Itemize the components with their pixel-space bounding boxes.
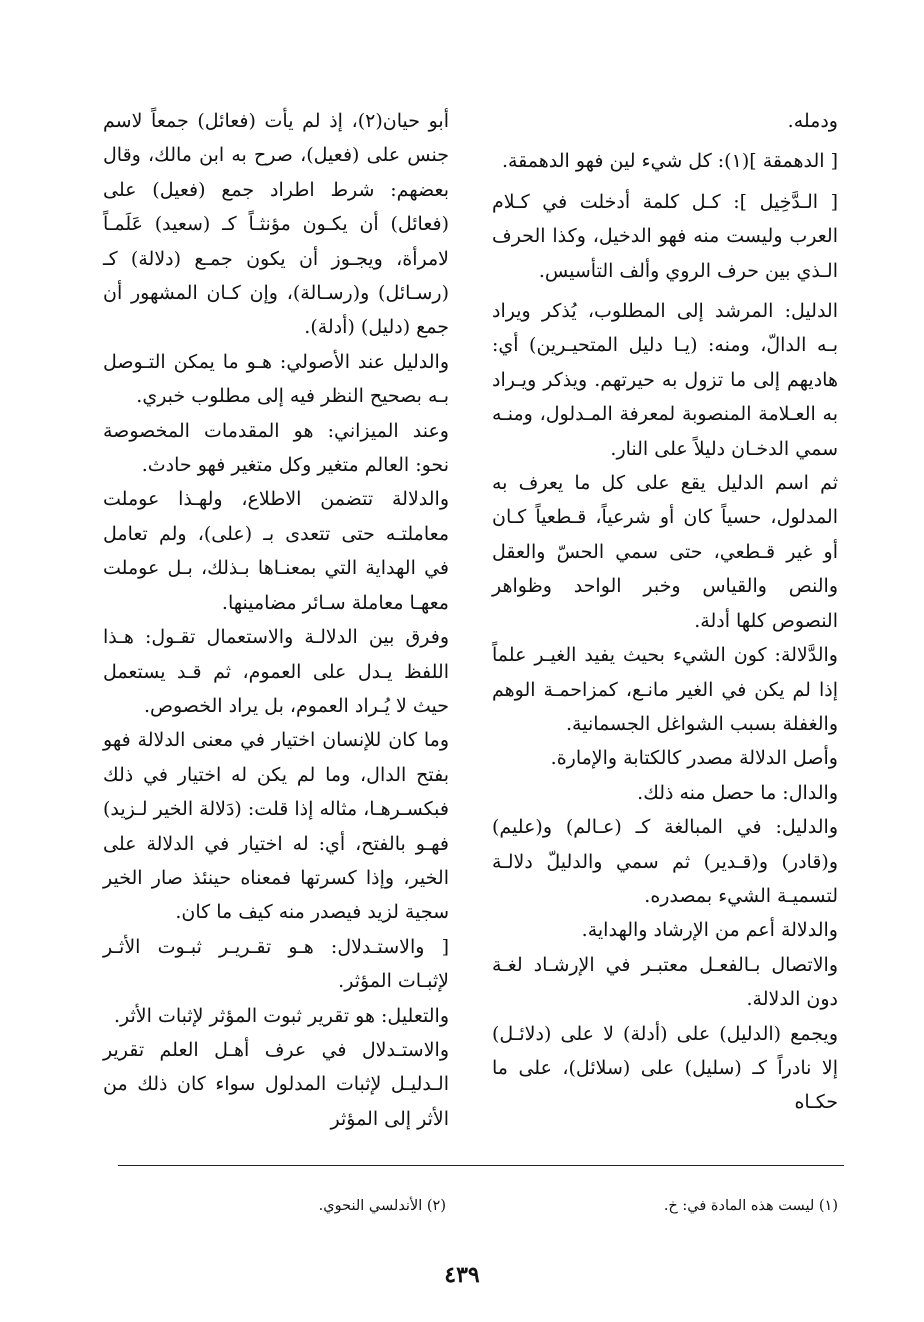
paragraph: ويجمع (الدليل) على (أدلة) لا على (دلائـل) إلا نادراً كـ (سليل) على (سلائل)، على ما حكـاه: [492, 1022, 838, 1114]
paragraph: والتعليل: هو تقرير ثبوت المؤثر لإثبات الأثر.: [113, 1004, 449, 1027]
footnote-2: (٢) الأندلسي النحوي.: [318, 1198, 446, 1214]
paragraph: وأصل الدلالة مصدر كالكتابة والإمارة.: [550, 747, 838, 770]
left-column: [103, 104, 449, 1136]
paragraph: والدليل عند الأصولي: هـو ما يمكن التـوصل بـه بصحيح النظر فيه إلى مطلوب خبري.: [103, 350, 449, 408]
paragraph: وفرق بين الدلالـة والاستعمال تقـول: هـذا اللفظ يـدل على العموم، ثم قـد يستعمل حيث لا يُـراد العموم، بل يراد الخصوص.: [103, 626, 449, 717]
paragraph: والاتصال بـالفعـل معتبـر في الإرشـاد لغـة دون الدلالة.: [492, 953, 838, 1011]
paragraph: ثم اسم الدليل يقع على كل ما يعرف به المدلول، حسياً كان أو شرعياً، قـطعياً كـان أو غير قـطعي، حتى سمي الحسّ والعقل والنص والقياس وخبر الواحد وظواهر النصوص كلها أدلة.: [492, 472, 838, 632]
paragraph: والدليل: في المبالغة كـ (عـالم) و(عليم) و(قادر) و(قـدير) ثم سمي والدليلّ دلالـة لتسميـة الشيء بمصدره.: [492, 816, 838, 907]
paragraph: [ الدهمقة ](١): كل شيء لين فهو الدهمقة.: [501, 150, 838, 173]
paragraph: والاستـدلال في عرف أهـل العلم تقرير الـدليـل لإثبات المدلول سواء كان ذلك من الأثر إلى المؤثر: [103, 1038, 449, 1130]
paragraph: وما كان للإنسان اختيار في معنى الدلالة فهو بفتح الدال، وما لم يكن له اختيار في ذلك فبكسـرهـا، مثاله إذا قلت: (دَلالة الخير لـزيد) فهـو بالفتح، أي: له اختيار في الدلالة على الخير، وإذا كسرتها فمعناه حينئذ صار الخير سجية لزيد فيصدر منه كيف ما كان.: [103, 729, 449, 924]
paragraph: أبو حيان(٢)، إذ لم يأت (فعائل) جمعاً لاسم جنس على (فعيل)، صرح به ابن مالك، وقال بعضهم: شرط اطراد جمع (فعيل) على (فعائل) أن يكـون مؤنثـاً كـ (سعيد) عَلَمـاً لامرأة، ويجـوز أن يكون جمـع (دلالة) كـ (رسـائل) و(رسـالة)، وإن كـان المشهور أن جمع (دليل) (أدلة).: [103, 110, 449, 339]
paragraph: الدليل: المرشد إلى المطلوب، يُذكر ويراد بـه الدالّ، ومنه: (يـا دليل المتحيـرين) أي: هاديهم إلى ما تزول به حيرتهم. ويذكر ويـراد به العـلامة المنصوبة لمعرفة المـدلول، ومنـه سمي الدخـان دليلاً على النار.: [492, 300, 838, 460]
footnote-divider: [118, 1165, 844, 1166]
paragraph: ودمله.: [787, 110, 838, 132]
paragraph: [ والاستـدلال: هـو تقـريـر ثبـوت الأثـر لإثبـات المؤثر.: [103, 935, 449, 993]
paragraph: والدَّلالة: كون الشيء بحيث يفيد الغيـر علماً إذا لم يكن في الغير مانـع، كمزاحمـة الوهم والغفلة بسبب الشواغل الجسمانية.: [492, 644, 838, 735]
paragraph: [ الـدَّخِيل ]: كـل كلمة أدخلت في كـلام العرب وليست منه فهو الدخيل، وكذا الحرف الـذي بين حرف الروي وألف التأسيس.: [492, 190, 838, 282]
paragraph: والدلالة أعم من الإرشاد والهداية.: [581, 919, 838, 942]
footnote-1: (١) ليست هذه المادة في: خ.: [663, 1198, 838, 1214]
paragraph: والدال: ما حصل منه ذلك.: [637, 781, 838, 804]
right-column: [492, 104, 838, 1120]
page-number: ٤٣٩: [444, 1262, 480, 1288]
paragraph: والدلالة تتضمن الاطلاع، ولهـذا عوملت معاملتـه حتى تتعدى بـ (على)، ولم تعامل في الهداية التي بمعنـاها بـذلك، بـل عوملت معهـا معاملة سـائر مضامينها.: [103, 488, 449, 614]
paragraph: وعند الميزاني: هو المقدمات المخصوصة نحو: العالم متغير وكل متغير فهو حادث.: [103, 419, 449, 477]
